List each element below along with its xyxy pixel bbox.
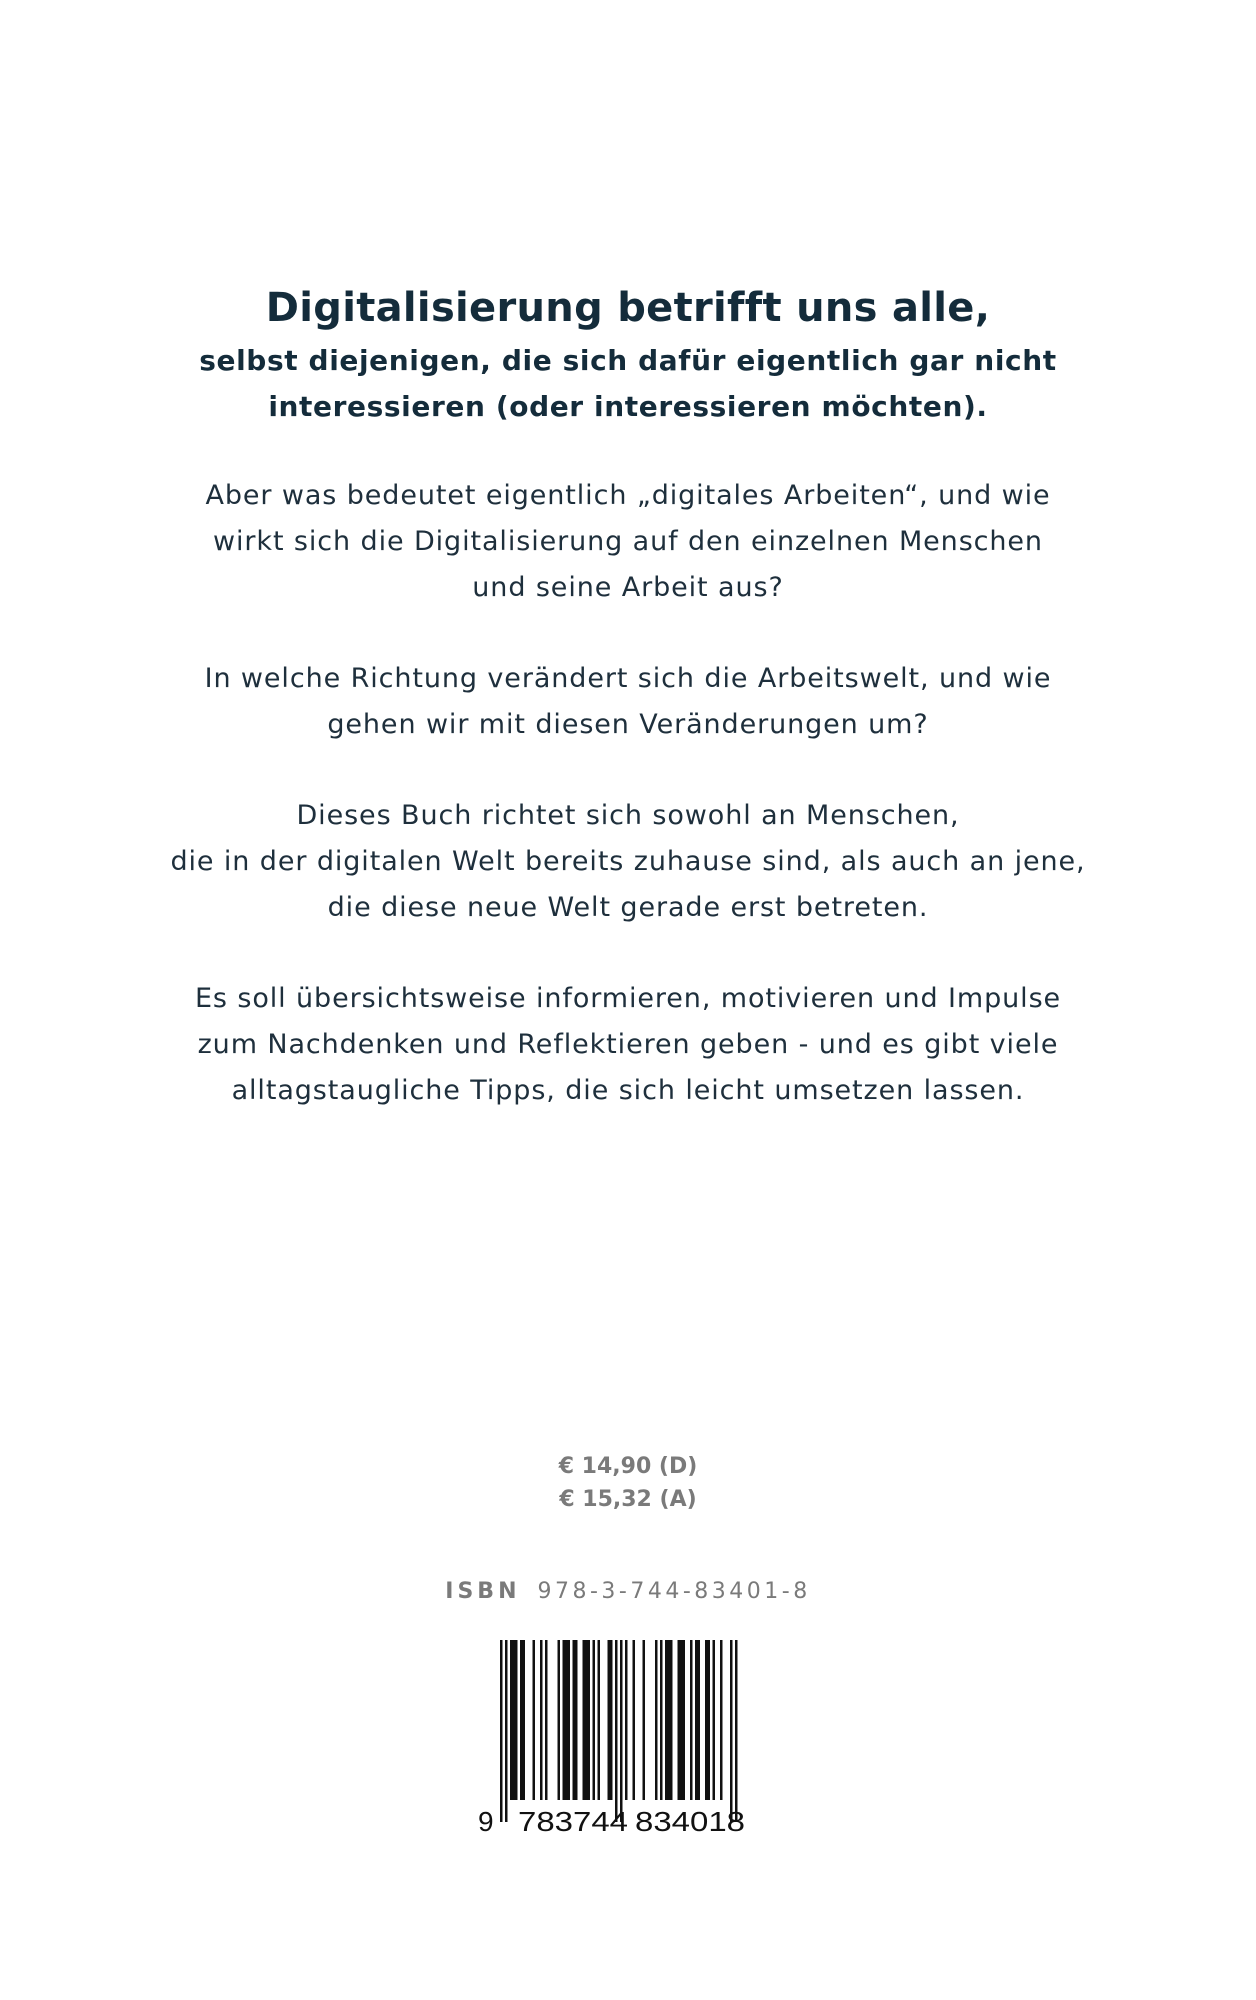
isbn-label: ISBN <box>445 1579 521 1604</box>
barcode-bar <box>583 1640 586 1800</box>
blurb-paragraph-1 <box>100 473 1156 611</box>
paragraph-line: Dieses Buch richtet sich sowohl an Menschen, <box>296 800 960 831</box>
barcode-bar <box>585 1640 588 1800</box>
barcode-bar <box>680 1640 683 1800</box>
barcode-bar <box>735 1640 738 1822</box>
paragraph-line: alltagstaugliche Tipps, die sich leicht umsetzen lassen. <box>231 1075 1025 1106</box>
barcode-bar <box>678 1640 681 1800</box>
paragraph-line: die in der digitalen Welt bereits zuhause sind, als auch an jene, <box>170 846 1086 877</box>
blurb-heading: Digitalisierung betrifft uns alle, <box>265 285 991 331</box>
barcode-bar <box>558 1640 561 1800</box>
barcode-bar <box>515 1640 518 1800</box>
barcode-bar <box>670 1640 673 1800</box>
barcode-bar <box>523 1640 526 1800</box>
barcode-bar <box>655 1640 658 1800</box>
blurb-paragraph-4 <box>100 976 1156 1114</box>
barcode-bar <box>540 1640 543 1800</box>
barcode-bar <box>545 1640 548 1800</box>
paragraph-line: In welche Richtung verändert sich die Arbeitswelt, und wie <box>204 663 1052 694</box>
barcode-bar <box>575 1640 578 1800</box>
barcode-bar <box>510 1640 513 1800</box>
barcode-bar <box>593 1640 596 1800</box>
barcode-bar <box>588 1640 591 1800</box>
barcode-bar <box>660 1640 663 1800</box>
barcode-bar <box>615 1640 618 1822</box>
barcode-bar <box>708 1640 711 1800</box>
barcode-bar <box>563 1640 566 1800</box>
paragraph-line: gehen wir mit diesen Veränderungen um? <box>327 709 929 740</box>
barcode-bar <box>505 1640 508 1822</box>
barcode-bar <box>565 1640 568 1800</box>
barcode-bar <box>598 1640 601 1800</box>
barcode <box>478 1640 778 1842</box>
barcode-bar <box>610 1640 613 1800</box>
paragraph-line: die diese neue Welt gerade erst betreten. <box>327 892 929 923</box>
barcode-bar <box>705 1640 708 1800</box>
barcode-bar <box>695 1640 698 1800</box>
barcode-bar <box>665 1640 668 1800</box>
barcode-bar <box>573 1640 576 1800</box>
barcode-bar <box>720 1640 723 1800</box>
barcode-bar <box>730 1640 733 1822</box>
subheading-line: interessieren (oder interessieren möchten). <box>268 390 988 423</box>
barcode-bar <box>633 1640 636 1800</box>
barcode-bar <box>683 1640 686 1800</box>
barcode-first-digit: 9 <box>478 1806 494 1837</box>
isbn-number: 978-3-744-83401-8 <box>537 1579 811 1604</box>
barcode-bar <box>620 1640 623 1822</box>
blurb-paragraph-3 <box>100 793 1156 931</box>
barcode-bar <box>533 1640 536 1800</box>
barcode-bar <box>513 1640 516 1800</box>
barcode-bars <box>500 1640 738 1822</box>
paragraph-line: und seine Arbeit aus? <box>472 572 784 603</box>
barcode-left-digits: 783744 <box>518 1806 628 1837</box>
isbn-line <box>378 1577 878 1607</box>
price-germany: € 14,90 (D) <box>558 1454 698 1479</box>
price-block <box>478 1450 778 1516</box>
barcode-bar <box>568 1640 571 1800</box>
barcode-bar <box>520 1640 523 1800</box>
barcode-bar <box>500 1640 503 1822</box>
blurb-subheading <box>100 338 1156 430</box>
barcode-right-digits: 834018 <box>635 1806 745 1837</box>
paragraph-line: Aber was bedeutet eigentlich „digitales Arbeiten“, und wie <box>205 480 1051 511</box>
barcode-bar <box>698 1640 701 1800</box>
barcode-bar <box>625 1640 628 1800</box>
barcode-bar <box>643 1640 646 1800</box>
paragraph-line: wirkt sich die Digitalisierung auf den einzelnen Menschen <box>213 526 1043 557</box>
price-austria: € 15,32 (A) <box>559 1487 697 1512</box>
paragraph-line: zum Nachdenken und Reflektieren geben - und es gibt viele <box>197 1029 1059 1060</box>
barcode-bar <box>713 1640 716 1800</box>
paragraph-line: Es soll übersichtsweise informieren, motivieren und Impulse <box>194 983 1062 1014</box>
barcode-bar <box>690 1640 693 1800</box>
barcode-bar <box>668 1640 671 1800</box>
blurb-paragraph-2 <box>100 656 1156 748</box>
barcode-bar <box>608 1640 611 1800</box>
subheading-line: selbst diejenigen, die sich dafür eigentlich gar nicht <box>199 344 1057 377</box>
